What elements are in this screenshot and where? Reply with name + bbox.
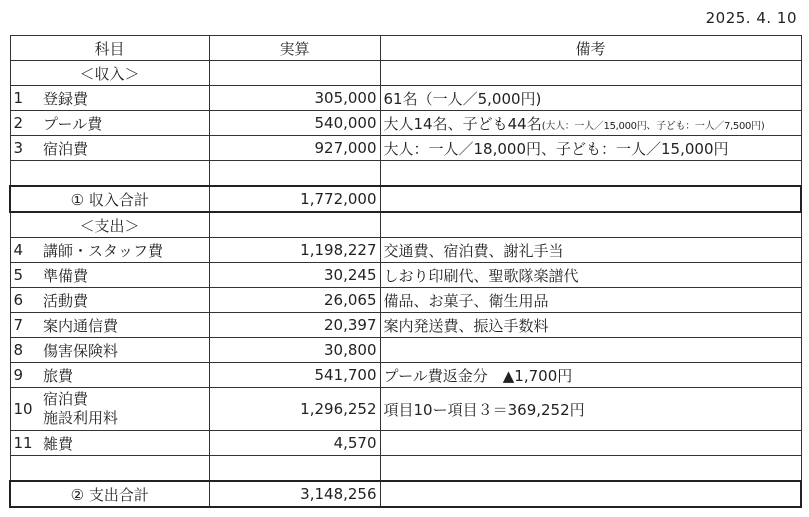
income-total-label: ① 収入合計 <box>10 186 209 212</box>
row-note: 交通費、宿泊費、謝礼手当 <box>380 238 801 263</box>
row-item-line2: 施設利用料 <box>43 409 119 427</box>
row-amount: 30,245 <box>209 263 380 288</box>
table-row <box>10 431 801 456</box>
row-amount: 1,296,252 <box>209 388 380 431</box>
row-note-main: 大人14名、子ども44名 <box>383 114 542 133</box>
row-note-detail: (大人：一人／15,000円、子ども：一人／7,500円) <box>541 120 765 132</box>
row-amount: 927,000 <box>209 136 380 161</box>
row-note: プール費返金分 ▲1,700円 <box>380 363 801 388</box>
row-note: 項目10ー項目３＝369,252円 <box>380 388 801 431</box>
row-number: 10 <box>10 388 40 431</box>
expense-total-amount: 3,148,256 <box>209 481 380 507</box>
row-item-line1: 宿泊費 <box>43 390 89 408</box>
row-note <box>380 431 801 456</box>
row-amount: 4,570 <box>209 431 380 456</box>
row-note: 案内発送費、振込手数料 <box>380 313 801 338</box>
table-row <box>10 363 801 388</box>
row-item <box>40 388 209 431</box>
table-row <box>10 288 801 313</box>
row-amount: 541,700 <box>209 363 380 388</box>
row-number: 7 <box>10 313 40 338</box>
row-item: 宿泊費 <box>40 136 209 161</box>
header-item: 科目 <box>10 36 209 61</box>
row-number: 6 <box>10 288 40 313</box>
expense-total-label: ② 支出合計 <box>10 481 209 507</box>
budget-ledger-table <box>9 35 802 508</box>
income-section-row <box>10 61 801 86</box>
header-row <box>10 36 801 61</box>
row-item: 傷害保険料 <box>40 338 209 363</box>
row-amount: 26,065 <box>209 288 380 313</box>
row-note <box>380 111 801 136</box>
income-total-row <box>10 186 801 212</box>
row-amount: 30,800 <box>209 338 380 363</box>
table-row <box>10 388 801 431</box>
table-row <box>10 136 801 161</box>
table-row <box>10 86 801 111</box>
expense-section-row <box>10 212 801 238</box>
table-row <box>10 238 801 263</box>
row-item: 案内通信費 <box>40 313 209 338</box>
row-note: しおり印刷代、聖歌隊楽譜代 <box>380 263 801 288</box>
table-row <box>10 313 801 338</box>
row-amount: 1,198,227 <box>209 238 380 263</box>
table-row <box>10 338 801 363</box>
row-item: 準備費 <box>40 263 209 288</box>
header-amount: 実算 <box>209 36 380 61</box>
blank-row <box>10 161 801 187</box>
row-item: 活動費 <box>40 288 209 313</box>
expense-total-row <box>10 481 801 507</box>
row-item: 雑費 <box>40 431 209 456</box>
row-note: 備品、お菓子、衛生用品 <box>380 288 801 313</box>
row-number: 5 <box>10 263 40 288</box>
row-number: 8 <box>10 338 40 363</box>
row-number: 4 <box>10 238 40 263</box>
row-number: 2 <box>10 111 40 136</box>
income-total-amount: 1,772,000 <box>209 186 380 212</box>
row-number: 3 <box>10 136 40 161</box>
row-number: 1 <box>10 86 40 111</box>
expense-section-label: ＜支出＞ <box>10 212 209 238</box>
income-section-label: ＜収入＞ <box>10 61 209 86</box>
table-row <box>10 111 801 136</box>
row-item: 登録費 <box>40 86 209 111</box>
row-number: 9 <box>10 363 40 388</box>
blank-row <box>10 456 801 482</box>
row-item: 講師・スタッフ費 <box>40 238 209 263</box>
row-item: プール費 <box>40 111 209 136</box>
row-amount: 305,000 <box>209 86 380 111</box>
header-note: 備考 <box>380 36 801 61</box>
table-row <box>10 263 801 288</box>
row-amount: 20,397 <box>209 313 380 338</box>
row-number: 11 <box>10 431 40 456</box>
row-note: 61名（一人／5,000円) <box>380 86 801 111</box>
row-note: 大人：一人／18,000円、子ども：一人／15,000円 <box>380 136 801 161</box>
row-note <box>380 338 801 363</box>
row-item: 旅費 <box>40 363 209 388</box>
document-date: 2025. 4. 10 <box>705 9 797 27</box>
row-amount: 540,000 <box>209 111 380 136</box>
